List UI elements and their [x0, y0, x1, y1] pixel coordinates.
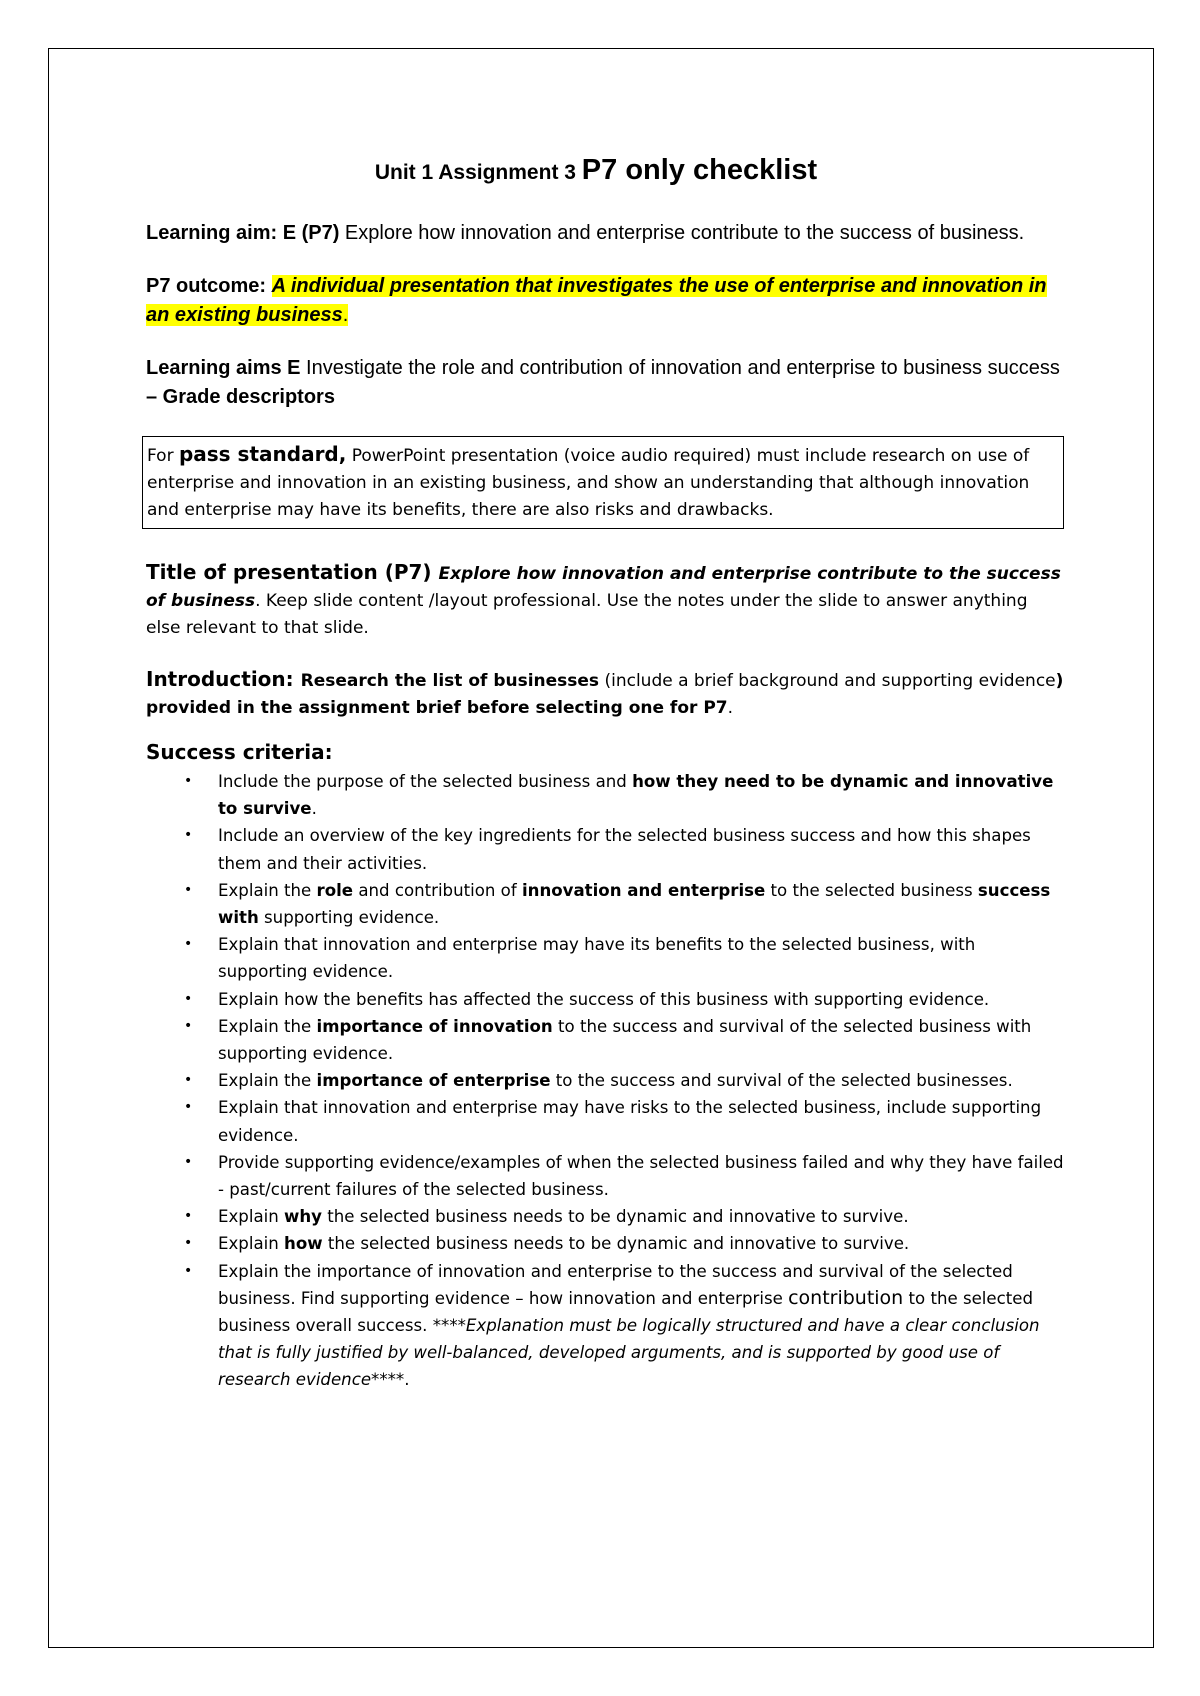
bullet-icon: • [184, 1072, 193, 1089]
criteria-item [184, 1149, 1066, 1203]
outcome-label: P7 outcome: [146, 275, 272, 297]
criteria-text: success with [218, 880, 1051, 928]
criteria-text: . [311, 799, 317, 819]
outcome-text: A individual presentation that investigates the use of enterprise and innovation in an existing business [146, 275, 1047, 326]
aims-label: Learning aims E [146, 357, 301, 379]
criteria-text: importance of enterprise [316, 1071, 551, 1091]
criteria-text: to the selected business [765, 880, 978, 900]
criteria-item [184, 1094, 1066, 1148]
criteria-text: Explain how the benefits has affected the success of this business with supporting evidence. [218, 989, 990, 1009]
aims-grade-descriptors: – Grade descriptors [146, 386, 335, 408]
criteria-text: supporting evidence. [258, 908, 440, 928]
criteria-text: why [284, 1207, 322, 1227]
criteria-text: how [284, 1234, 323, 1254]
criteria-text: to the success and survival of the selected businesses. [550, 1071, 1013, 1091]
criteria-text: Explain [218, 1207, 285, 1227]
introduction-bold-1: Research the list of businesses [300, 671, 600, 691]
criteria-text: Explain the [218, 1016, 317, 1036]
criteria-item [184, 822, 1066, 876]
criteria-text: innovation and enterprise [521, 880, 766, 900]
presentation-text: . Keep slide content /layout professional. Use the notes under the slide to answer anything else relevant to that slide. [146, 591, 1028, 638]
criteria-text: Explain the [218, 880, 317, 900]
outcome-end: . [342, 304, 349, 326]
introduction-label: Introduction: [146, 667, 301, 691]
learning-aims-e [146, 354, 1066, 412]
box-text: PowerPoint presentation (voice audio required) must include research on use of enterprise and innovation in an existing business, and show an understanding that although innovation and enterprise may have its benefits, there are also risks and drawbacks. [147, 446, 1030, 520]
document-body [146, 150, 1066, 1394]
criteria-text: role [316, 880, 354, 900]
page-title [146, 150, 1046, 193]
criteria-text: Explain [218, 1234, 285, 1254]
bullet-icon: • [184, 1017, 193, 1034]
title-prefix: Unit 1 Assignment 3 [374, 161, 582, 184]
criteria-text: Explain that innovation and enterprise may have its benefits to the selected business, with supporting evidence. [218, 935, 976, 982]
criteria-text: Explain the importance of innovation and enterprise to the success and survival of the selected business. Find supporting evidence – how innovation and enterprise [218, 1261, 1013, 1308]
learning-aim-label: Learning aim: E (P7) [146, 222, 340, 244]
bullet-icon: • [184, 1099, 193, 1116]
criteria-item [184, 877, 1066, 931]
criteria-text: to the selected business overall success. **** [218, 1288, 1033, 1336]
title-main: P7 only checklist [581, 154, 818, 186]
criteria-text: to the success and survival of the selected business with supporting evidence. [218, 1016, 1032, 1064]
introduction-paren: ) [1055, 671, 1064, 691]
p7-outcome [146, 272, 1066, 330]
learning-aim-text: Explore how innovation and enterprise contribute to the success of business. [339, 222, 1025, 244]
outcome-highlight [146, 275, 1047, 326]
criteria-item [184, 986, 1066, 1013]
presentation-label: Title of presentation (P7) [146, 560, 439, 584]
introduction-end: . [727, 698, 734, 718]
pass-standard-box [142, 436, 1064, 529]
introduction-bold-2: provided in the assignment brief before selecting one for P7 [146, 698, 728, 718]
criteria-text: the selected business needs to be dynamic and innovative to survive. [322, 1207, 909, 1227]
presentation-title [146, 559, 1066, 642]
criteria-item [184, 1258, 1066, 1394]
criteria-item [184, 1203, 1066, 1230]
success-criteria-list [146, 768, 1066, 1394]
criteria-text: Explain that innovation and enterprise may have risks to the selected business, include supporting evidence. [218, 1098, 1042, 1145]
criteria-text: importance of innovation [316, 1016, 553, 1036]
success-criteria-heading: Success criteria: [146, 740, 333, 764]
criteria-text: Explain the [218, 1071, 317, 1091]
criteria-item [184, 931, 1066, 985]
introduction [146, 666, 1066, 722]
bullet-icon: • [184, 990, 193, 1007]
criteria-text: and contribution of [353, 880, 522, 900]
bullet-icon: • [184, 936, 193, 953]
criteria-text: Include the purpose of the selected business and [218, 772, 633, 791]
box-label-pass: pass standard, [178, 442, 347, 466]
bullet-icon: • [184, 1262, 193, 1279]
learning-aim [146, 219, 1066, 248]
presentation-title-text: Explore how innovation and enterprise contribute to the success of business [146, 564, 1061, 611]
criteria-text: how they need to be dynamic and innovative to survive [218, 772, 1054, 819]
bullet-icon: • [184, 881, 193, 898]
bullet-icon: • [184, 773, 193, 789]
criteria-item [184, 1067, 1066, 1094]
criteria-item [184, 1230, 1066, 1257]
criteria-item [184, 1013, 1066, 1067]
bullet-icon: • [184, 1235, 193, 1252]
introduction-text: (include a brief background and supporting evidence [599, 671, 1056, 691]
criteria-text: Explanation must be logically structured and have a clear conclusion that is fully justified by well-balanced, developed arguments, and is supported by good use of research evidence [218, 1316, 1040, 1390]
criteria-item [184, 768, 1066, 822]
criteria-text: Include an overview of the key ingredients for the selected business success and how this shapes them and their activities. [218, 826, 1031, 873]
criteria-text: ****. [371, 1370, 410, 1390]
aims-text: Investigate the role and contribution of innovation and enterprise to business success [300, 357, 1060, 379]
bullet-icon: • [184, 827, 193, 844]
criteria-text: the selected business needs to be dynamic and innovative to survive. [322, 1234, 910, 1254]
bullet-icon: • [184, 1208, 193, 1225]
criteria-text: contribution [788, 1286, 904, 1309]
criteria-text: Provide supporting evidence/examples of when the selected business failed and why they have failed - past/current failures of the selected business. [218, 1152, 1064, 1200]
box-label-for: For [147, 446, 179, 466]
bullet-icon: • [184, 1153, 193, 1170]
